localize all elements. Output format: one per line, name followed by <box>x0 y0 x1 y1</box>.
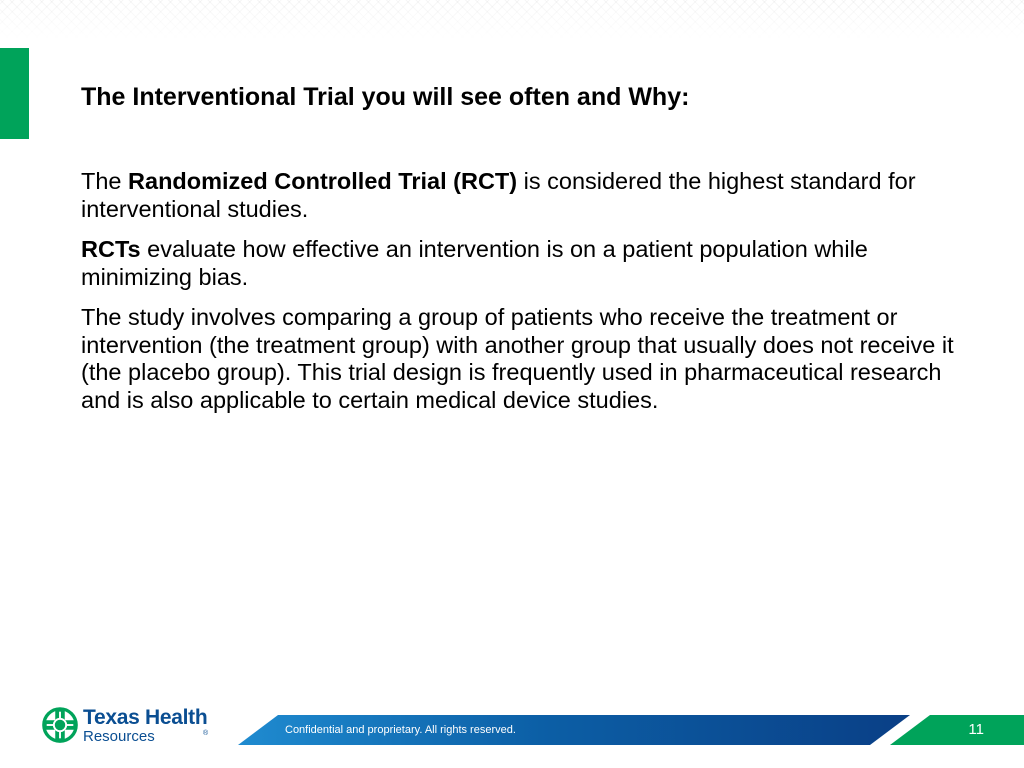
logo-wordmark-line1: Texas Health <box>83 706 208 729</box>
texas-health-cross-icon <box>41 706 79 744</box>
header-texture <box>0 0 1024 40</box>
emphasis-term: RCTs <box>81 236 141 262</box>
page-number: 11 <box>968 721 984 738</box>
title-accent-bar <box>0 48 29 139</box>
paragraph-text: The <box>81 168 129 194</box>
paragraph-rct-definition <box>81 168 961 223</box>
logo-wordmark-line2: Resources <box>83 728 155 745</box>
slide-title: The Interventional Trial you will see often and Why: <box>81 83 690 111</box>
slide-body <box>81 168 961 427</box>
logo-registered-mark: ® <box>203 730 209 737</box>
paragraph-rct-purpose <box>81 236 961 291</box>
paragraph-text: is considered the highest standard for interventional studies. <box>81 168 916 222</box>
footer-green-band <box>890 715 1024 745</box>
paragraph-study-design: The study involves comparing a group of patients who receive the treatment or intervention (the treatment group) with another group that usually does not receive it (the placebo group). This trial design is frequently used in pharmaceutical research and is also applicable to certain medical device studies. <box>81 304 954 413</box>
footer-confidential-notice: Confidential and proprietary. All rights reserved. <box>285 724 516 736</box>
paragraph-text: evaluate how effective an intervention is on a patient population while minimizing bias. <box>81 236 868 290</box>
emphasis-term: Randomized Controlled Trial (RCT) <box>128 168 518 194</box>
